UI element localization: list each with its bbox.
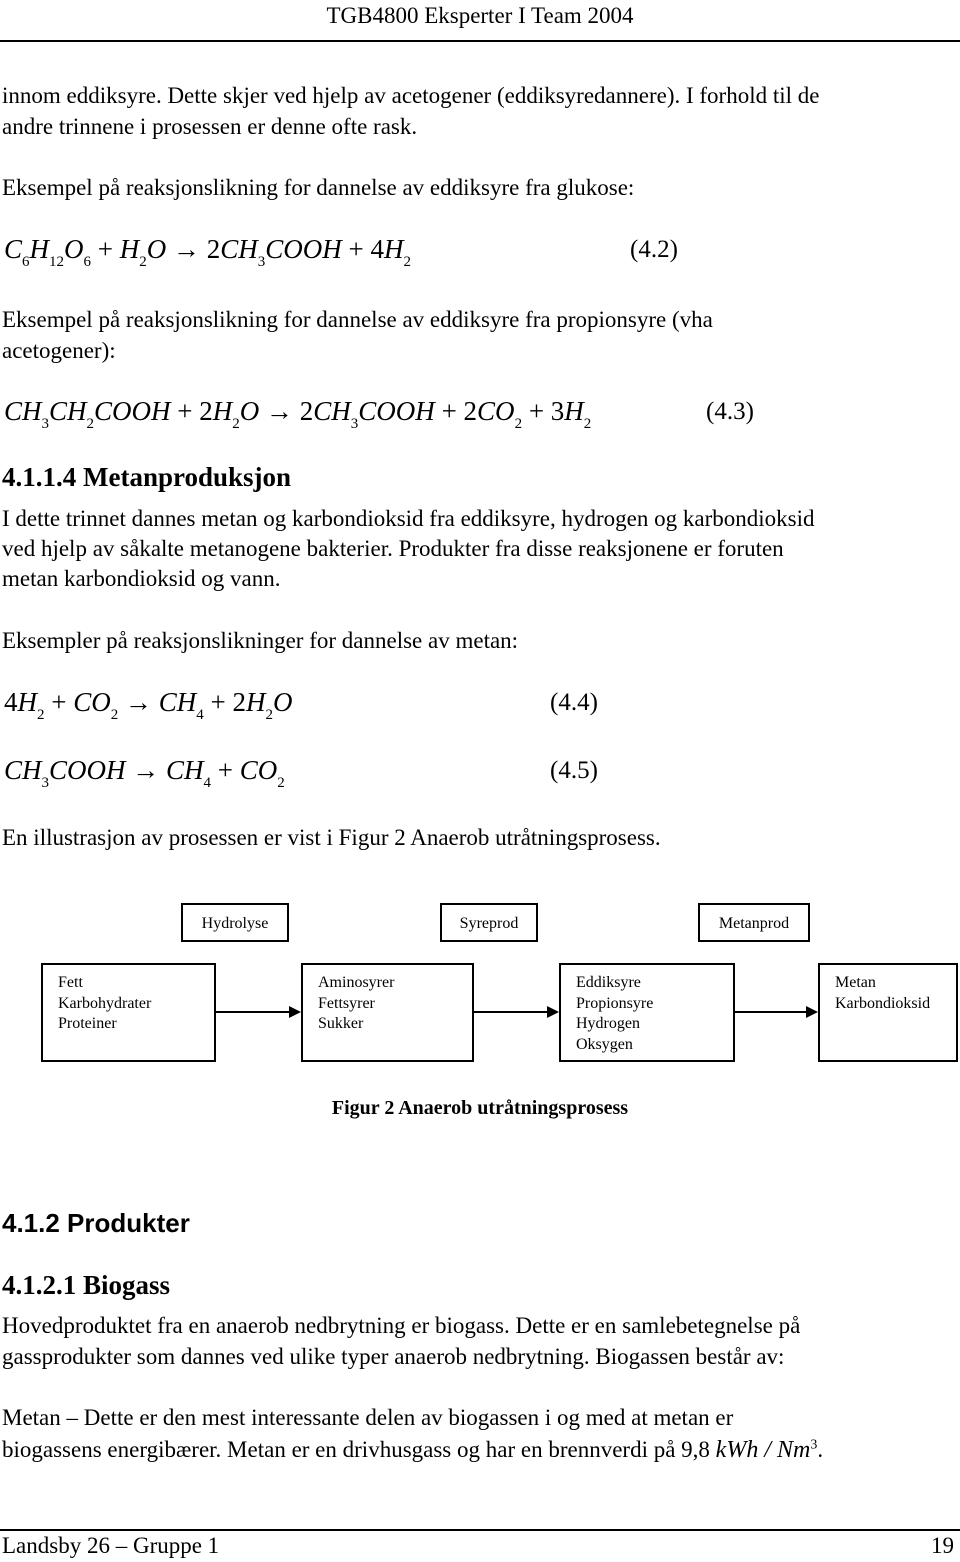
equation-number: (4.4): [550, 689, 598, 716]
paragraph-line: ved hjelp av såkalte metanogene bakterier. Produkter fra disse reaksjonene er foruten: [2, 536, 784, 561]
page-header: TGB4800 Eksperter I Team 2004: [326, 3, 634, 28]
equation-4-4: $4H_2 + CO_2 \to CH_4 + 2H_2O$: [4, 687, 293, 723]
paragraph-line: gassprodukter som dannes ved ulike typer anaerob nedbrytning. Biogassen består av:: [2, 1344, 785, 1369]
section-heading: 4.1.2 Produkter: [2, 1208, 190, 1238]
figure-stage-header: Syreprod: [440, 903, 538, 942]
unit-exponent: 3: [810, 1437, 818, 1453]
paragraph-line: Eksempler på reaksjonslikninger for dannelse av metan:: [2, 628, 519, 653]
paragraph-line: acetogener):: [2, 338, 116, 363]
paragraph-line: innom eddiksyre. Dette skjer ved hjelp av acetogener (eddiksyredannere). I forhold til de: [2, 83, 820, 108]
paragraph-line: I dette trinnet dannes metan og karbondioksid fra eddiksyre, hydrogen og karbondioksid: [2, 506, 815, 531]
paragraph-line: metan karbondioksid og vann.: [2, 566, 281, 591]
footer-left: Landsby 26 – Gruppe 1: [2, 1533, 220, 1558]
subsection-heading: 4.1.2.1 Biogass: [2, 1270, 171, 1300]
section-heading: 4.1.1.4 Metanproduksjon: [2, 462, 292, 492]
paragraph-line: Eksempel på reaksjonslikning for dannelse av eddiksyre fra propionsyre (vha: [2, 307, 713, 332]
arrow-line: [216, 1011, 290, 1013]
arrow-right-icon: [547, 1006, 559, 1018]
footer-rule: [0, 1529, 960, 1531]
paragraph-line: andre trinnene i prosessen er denne ofte rask.: [2, 114, 418, 139]
arrow-line: [735, 1011, 807, 1013]
arrow-right-icon: [289, 1006, 301, 1018]
figure-caption: Figur 2 Anaerob utråtningsprosess: [331, 1097, 629, 1119]
figure-stage-header: Hydrolyse: [181, 903, 289, 942]
equation-4-2: $C_6H_{12}O_6 + H_2O$ → $2CH_3COOH + 4H_2$: [4, 234, 412, 270]
equation-number: (4.2): [630, 236, 678, 263]
equation-number: (4.5): [550, 757, 598, 784]
arrow-line: [474, 1011, 548, 1013]
paragraph-line: biogassens energibærer. Metan er en drivhusgass og har en brennverdi på 9,8 kWh / Nm$^3$.: [2, 1437, 824, 1463]
figure-stage-header: Metanprod: [698, 903, 810, 942]
equation-number: (4.3): [706, 398, 754, 425]
figure-box-acid-products: Eddiksyre Propionsyre Hydrogen Oksygen: [559, 963, 735, 1062]
equation-4-3: $CH_3CH_2COOH + 2H_2O$ → $2CH_3COOH + 2CO_2 + 3H_2$: [4, 396, 592, 432]
header-rule: [0, 40, 960, 42]
paragraph-line: Metan – Dette er den mest interessante delen av biogassen i og med at metan er: [2, 1405, 734, 1430]
paragraph-line: Hovedproduktet fra en anaerob nedbrytning er biogass. Dette er en samlebetegnelse på: [2, 1313, 801, 1338]
paragraph-line: Eksempel på reaksjonslikning for dannelse av eddiksyre fra glukose:: [2, 175, 635, 200]
equation-4-5: $CH_3COOH \to CH_4 + CO_2$: [4, 755, 285, 791]
figure-box-substrates: Fett Karbohydrater Proteiner: [41, 963, 216, 1062]
page-number: 19: [931, 1533, 954, 1558]
unit-kwh-per-nm3: kWh / Nm: [715, 1437, 811, 1463]
figure-box-hydrolysis-products: Aminosyrer Fettsyrer Sukker: [301, 963, 474, 1062]
figure-box-methane-products: Metan Karbondioksid: [818, 963, 958, 1062]
paragraph-line: En illustrasjon av prosessen er vist i Figur 2 Anaerob utråtningsprosess.: [2, 825, 661, 850]
arrow-right-icon: [806, 1006, 818, 1018]
